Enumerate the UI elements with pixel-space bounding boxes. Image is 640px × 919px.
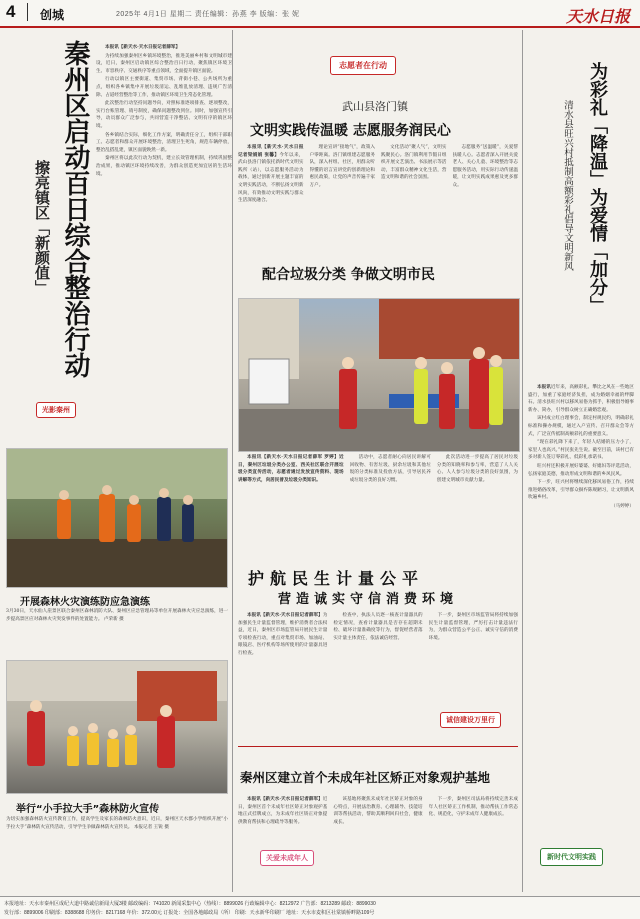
right-article-body bbox=[528, 384, 634, 834]
town-name: 武山县洛门镇 bbox=[342, 100, 408, 113]
article-col bbox=[238, 612, 327, 710]
left-headline: 秦州区启动百日综合整治行动 bbox=[60, 40, 90, 378]
byline-volunteer: 本报讯【新天水·天水日报记者梁娟娟 张馨】 bbox=[238, 145, 304, 158]
headline-minors: 秦州区建立首个未成年社区矫正对象观护基地 bbox=[240, 770, 491, 785]
left-byline: 本报讯【新天水·天水日报记者薛军】 bbox=[105, 45, 181, 50]
photo2-caption-title: 举行“小手拉大手”森林防火宣传 bbox=[16, 804, 160, 815]
article-col bbox=[350, 454, 431, 562]
paragraph: 活动中，志愿者耐心向居民讲解可回收物、有害垃圾、厨余垃圾和其他垃圾的分类标准及投放方法，引导居民养成垃圾分类的良好习惯。 bbox=[349, 455, 431, 483]
section-rule bbox=[238, 746, 518, 748]
fire-drill-illustration bbox=[7, 449, 227, 587]
article-col bbox=[333, 796, 422, 892]
newspaper-logo: 天水日报 bbox=[565, 7, 630, 26]
article-minors-body bbox=[238, 796, 518, 892]
article-col bbox=[437, 454, 518, 562]
integrity-badge: 诚信建设万里行 bbox=[440, 712, 501, 728]
paragraph: 此次活动进一步提高了居民对垃圾分类的知晓率和参与率，营造了人人关心、人人参与垃圾分类的良好氛围，为创建文明城市贡献力量。 bbox=[436, 455, 519, 483]
paragraph: 近日，秦州区首个未成年社区矫正对象观护基地正式挂牌成立，为未成年社区矫正对象提供教育帮扶和心理疏导等服务。 bbox=[238, 797, 328, 825]
paragraph: 志愿服务“送温暖”，关爱帮扶暖人心。志愿者深入开展关爱老人、关心儿童、环境整治等志愿服务活动，用实际行动传递温暖，让文明实践成果惠及更多群众。 bbox=[452, 145, 518, 188]
article-col bbox=[238, 454, 344, 562]
fire-prevention-photo bbox=[6, 660, 228, 794]
article-col bbox=[381, 144, 447, 252]
article-col bbox=[333, 612, 422, 710]
paragraph: 文化活动“聚人气”，文明实践聚民心。洛门镇利用节假日组织开展文艺演出、书法展示等活动，丰富群众精神文化生活，营造文明和谐的社会氛围。 bbox=[381, 145, 447, 181]
paragraph: 理论宣讲“接地气”，政策入户零距离。洛门镇组建志愿服务队，深入村组、社区，用群众听得懂的语言宣讲党的创新理论和惠民政策，让党的声音传遍千家万户。 bbox=[309, 145, 375, 188]
article-col bbox=[310, 144, 376, 252]
article-volunteer-body bbox=[238, 144, 518, 252]
page-header bbox=[0, 0, 640, 28]
credit: （马婷婷） bbox=[611, 503, 634, 509]
paragraph: 下一步，秦州区司法局将持续完善未成年人社区矫正工作机制，推动帮扶工作常态化、规范化，守护未成年人健康成长。 bbox=[428, 797, 518, 818]
left-paragraph: 为持续加强秦州区乡镇环境整治，推进美丽乡村和文明城市建设，近日，秦州区启动镇区综合整治百日行动，聚焦镇区环境卫生、市容秩序、交通秩序等重点领域，全面提升镇区面貌。 bbox=[96, 53, 232, 74]
article-garbage-body bbox=[238, 454, 518, 562]
headline-garbage: 配合垃圾分类 争做文明市民 bbox=[262, 267, 435, 283]
garbage-sorting-illustration bbox=[239, 299, 519, 451]
section-name: 创城 bbox=[40, 8, 65, 22]
paragraph: 该基地将聚焦未成年社区矫正对象的身心特点，开展法治教育、心理辅导、技能培训等帮扶活动，帮助其顺利回归社会，健康成长。 bbox=[333, 797, 423, 825]
photo-caption-garbage: 本报讯【新天水·天水日报记者薛军 罗婷】近日，秦州区垃圾分类办公室、西关社区联合开展垃圾分类宣传活动，志愿者通过发放宣传资料、现场讲解等方式，向居民普及垃圾分类知识。 bbox=[238, 455, 344, 483]
volunteer-badge: 志愿者在行动 bbox=[330, 56, 396, 75]
paragraph: 今年以来，武山县洛门镇依托新时代文明实践所（站），以志愿服务活动为载体，通过创新开展主题丰富的文明实践活动，不断弘扬文明新风尚，有效推动文明实践与群众生活深度融合。 bbox=[238, 152, 304, 204]
left-paragraph: 行动以镇区主要街道、集贸市场、背街小巷、公共场所为重点，组织各乡镇集中开展垃圾清运、乱堆乱放清理、违规广告清除、占道经营整治等工作，推动镇区环境卫生常态化管理。 bbox=[96, 77, 232, 98]
right-headline: 为彩礼「降温」为爱情「加分」 bbox=[587, 62, 608, 314]
photo1-caption-title: 开展森林火灾演练防应急演练 bbox=[20, 597, 150, 608]
column-divider-left bbox=[232, 30, 233, 892]
article-col bbox=[429, 796, 518, 892]
left-article-body bbox=[96, 44, 232, 394]
right-subhead: 清水县旺兴村抵制高额彩礼倡导文明新风 bbox=[562, 100, 573, 271]
footer-line-1: 本报地址：天水市秦州区成纪大道中路诚信新闻大厦3楼 邮政编码：741020 新闻采集中心（热线）：8899026 行政编辑中心：8212972 广告部：8213289 邮政：8899030 bbox=[4, 901, 376, 907]
article-col bbox=[429, 612, 518, 710]
header-divider bbox=[27, 3, 28, 21]
left-paragraph: 秦州区将以此次行动为契机，建立长效管理机制，持续巩固整治成果，推动镇区环境持续改善，为群众创造更加宜居的生活环境。 bbox=[96, 156, 232, 177]
byline-metrology: 本报讯【新天水·天水日报记者薛军】 bbox=[247, 613, 323, 618]
civilization-badge: 新时代文明实践 bbox=[540, 848, 603, 866]
photo2-caption-text: 为切实加强森林防火宣传教育工作，提高学生及家长的森林防火意识，近日，秦州区天水郡小学组织开展“小手拉大手”森林防火宣传活动，引导学生争做森林防火宣传员。 本报记者 王锐 摄 bbox=[6, 817, 228, 830]
column-divider-right bbox=[522, 30, 523, 892]
paragraph: 下一步，秦州区市场监管局将持续加强民生计量监督管理，严厉打击计量违法行为，为群众营造公平公正、诚实守信的消费环境。 bbox=[428, 613, 518, 641]
page-footer bbox=[0, 896, 640, 919]
fire-prevention-illustration bbox=[7, 661, 227, 793]
right-byline: 本报讯 bbox=[537, 385, 551, 390]
paragraph: “现在彩礼降下来了，年轻人结婚的压力小了，家里人也高兴。”村民张先生说。截至目前，该村已有多对新人签订零彩礼、低彩礼承诺书。 bbox=[528, 440, 634, 461]
paragraph: 该村成立红白理事会，制定村规民约，明确彩礼标准和操办规模，通过入户宣传、召开群众会等方式，广泛宣传抵制高额彩礼的重要意义。 bbox=[528, 416, 634, 437]
page-number: 4 bbox=[6, 2, 16, 21]
garbage-sorting-photo bbox=[238, 298, 520, 452]
left-paragraph: 此次整治行动坚持问题导向，对照标准逐项排查、逐项整改，实行台账管理、销号制度，确保问题整改到位。同时，加强宣传引导，动员群众广泛参与，共同营造干净整洁、文明有序的镇区环境。 bbox=[96, 101, 232, 129]
byline-minors: 本报讯【新天水·天水日报记者薛军】 bbox=[247, 797, 323, 802]
paragraph: 下一步，旺兴村将继续深化移风易俗工作，持续推进婚俗改革，引导群众摒弃陈规陋习，让文明新风吹遍乡村。 bbox=[528, 480, 634, 501]
paragraph: 检查中，执法人员逐一核查计量器具的检定情况，查看计量器具是否存在超期未检、破坏计量准确度等行为，督促经营者落实计量主体责任，依法诚信经营。 bbox=[333, 613, 423, 641]
left-paragraph: 各乡镇结合实际，细化工作方案，明确责任分工，组织干部职工、志愿者和群众开展环境整治，清理卫生死角，规范车辆停放，整治乱搭乱建，镇区面貌焕然一新。 bbox=[96, 132, 232, 153]
footer-line-2: 发行部：8899006 印刷部：8388688 印务价：8217168 年价：372.00元 订报处：全国各地邮政局（所） 印刷：天水新华印刷厂 地址：天水市麦积区社棠镇桥畔路109号 bbox=[4, 910, 375, 916]
minors-badge: 关爱未成年人 bbox=[260, 850, 314, 866]
paragraph: 近年来，高额彩礼、攀比之风在一些地区盛行，加重了家庭经济负担，成为婚姻幸福的绊脚石。清水县旺兴村以移风易俗为抓手，积极倡导婚事新办、简办，引导群众树立正确婚恋观。 bbox=[528, 385, 634, 413]
headline-volunteer: 文明实践传温暖 志愿服务润民心 bbox=[250, 123, 451, 139]
article-col bbox=[453, 144, 519, 252]
left-subhead: 擦亮镇区「新颜值」 bbox=[33, 160, 51, 295]
headline-metrology-2: 营造诚实守信消费环境 bbox=[278, 592, 459, 607]
column-badge: 光影秦州 bbox=[36, 402, 76, 418]
headline-metrology-1: 护航民生计量公平 bbox=[248, 569, 425, 588]
issue-meta: 2025年 4月1日 星期二 责任编辑：孙燕 李 版编：张 妮 bbox=[116, 11, 300, 18]
article-col bbox=[238, 796, 327, 892]
left-article bbox=[6, 30, 234, 414]
paragraph: 为加强民生计量监督管理，维护消费者合法权益，近日，秦州区市场监管局开展民生计量专项检查行动，重点对集贸市场、加油站、眼镜店、医疗机构等场所使用的计量器具进行检查。 bbox=[238, 613, 328, 656]
paragraph: 旺兴村还积极开展好婆婆、好媳妇等评选活动，弘扬家庭美德，推动形成文明和谐的乡风民风。 bbox=[528, 463, 634, 477]
photo1-caption-text: 3月30日，天水仙人崖景区联合秦州区森林消防大队、秦州区应急管理局等单位开展森林火灾应急演练，进一步提高景区应对森林火灾突发事件的处置能力。 卢荣新 摄 bbox=[6, 609, 228, 622]
article-metrology-body bbox=[238, 612, 518, 710]
fire-drill-photo bbox=[6, 448, 228, 588]
article-col bbox=[238, 144, 304, 252]
